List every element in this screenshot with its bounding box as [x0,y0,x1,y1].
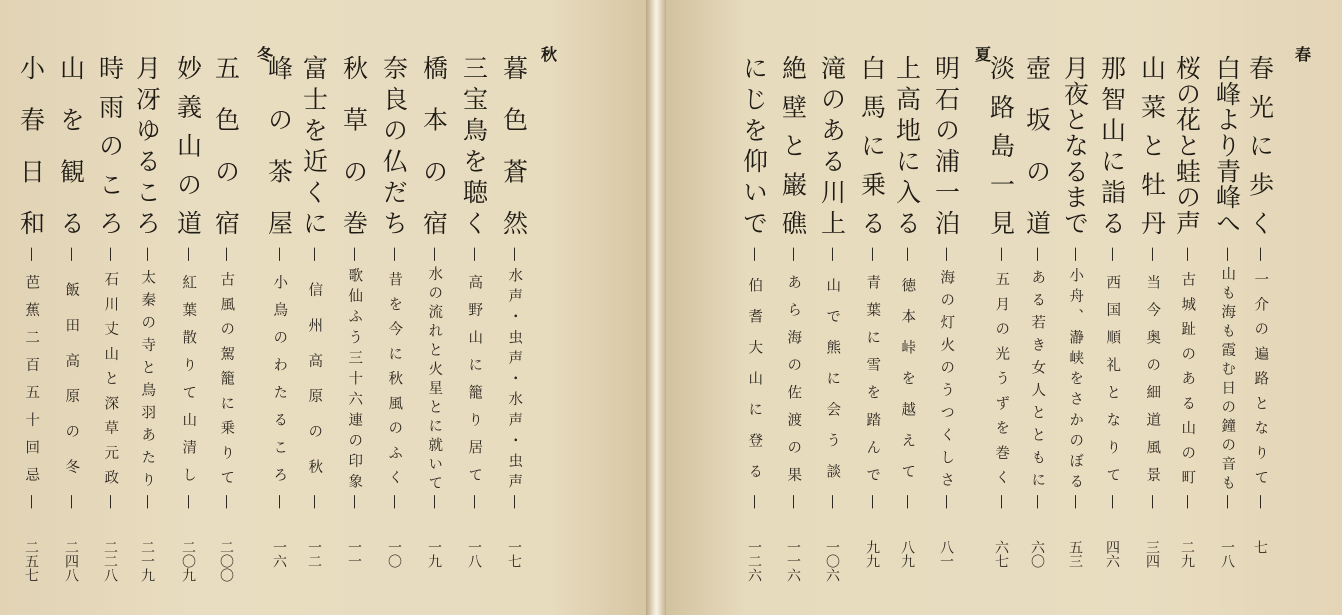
entry-title: 小春日和 [16,55,46,235]
entry-subtitle: —西国順礼となりて— [1104,247,1121,509]
entry-title: 五色の宿 [211,55,241,235]
entry-subtitle: —小舟、瀞峡をさかのぼる— [1067,247,1084,509]
entry-subtitle: —古城趾のある山の町— [1179,247,1196,509]
entry-subtitle: —水の流れと火星とに就いて— [426,247,443,509]
entry-page-number: 九九 [864,540,880,568]
entry-title: 壺坂の道 [1022,55,1052,235]
toc-entry[interactable] [90,0,130,615]
entry-subtitle: —芭蕉二百五十回忌— [23,247,40,509]
entry-page-number: 三四 [1144,540,1160,568]
entry-page-number: 一一 [346,540,362,568]
toc-entry[interactable] [11,0,51,615]
entry-title: 時雨のころ [95,55,125,235]
toc-entry[interactable] [168,0,208,615]
entry-title: にじを仰いで [739,55,769,235]
entry-page-number: 二一九 [139,540,155,582]
book-gutter [646,0,666,615]
entry-title: 三宝鳥を聴く [459,55,489,235]
entry-page-number: 一〇 [386,540,402,568]
entry-subtitle: —青葉に雪を踏んで— [864,247,881,509]
entry-title: 那智山に詣る [1097,55,1127,235]
entry-title: 明石の浦一泊 [931,55,961,235]
entry-subtitle: —小鳥のわたるころ— [271,247,288,509]
entry-page-number: 二〇九 [180,540,196,582]
entry-page-number: 六七 [993,540,1009,568]
entry-subtitle: —石川丈山と深草元政— [102,247,119,509]
entry-title: 滝のある川上 [817,55,847,235]
left-page [0,0,646,615]
entry-title: 秋草の巻 [339,55,369,235]
entry-page-number: 二五七 [23,540,39,582]
entry-subtitle: —歌仙ふう三十六連の印象— [346,247,363,509]
entry-title: 山菜と牡丹 [1137,55,1167,235]
toc-entry[interactable] [1132,0,1172,615]
entry-subtitle: —紅葉散りて山清し— [180,247,197,509]
toc-entry[interactable] [334,0,374,615]
entry-title: 奈良の仏だち [379,55,409,235]
entry-subtitle: —山で熊に会う談— [824,247,841,509]
entry-title: 春光に歩く [1245,55,1275,235]
entry-subtitle: —昔を今に秋風のふく— [386,247,403,509]
toc-entry[interactable] [51,0,91,615]
entry-subtitle: —伯耆大山に登る— [746,247,763,509]
entry-title: 峰の茶屋 [264,55,294,235]
toc-entry[interactable] [454,0,494,615]
toc-entry[interactable] [127,0,167,615]
entry-page-number: 一八 [466,540,482,568]
toc-entry[interactable] [926,0,966,615]
season-heading: 冬 [254,46,274,62]
toc-entry[interactable] [1017,0,1057,615]
toc-entry[interactable] [294,0,334,615]
entry-page-number: 八一 [938,540,954,568]
entry-page-number: 二〇〇 [218,540,234,582]
entry-subtitle: —一介の遍路となりて— [1252,247,1269,509]
entry-page-number: 一一六 [785,540,801,582]
toc-entry[interactable] [887,0,927,615]
toc-entry[interactable] [1167,0,1207,615]
season-heading: 夏 [972,46,992,62]
entry-page-number: 一九 [426,540,442,568]
entry-subtitle: —当今奥の細道風景— [1144,247,1161,509]
entry-title: 橋本の宿 [419,55,449,235]
entry-title: 白馬に乗る [857,55,887,235]
entry-subtitle: —徳本峠を越えて— [899,247,916,509]
entry-page-number: 五三 [1067,540,1083,568]
entry-title: 月夜となるまで [1060,55,1090,235]
entry-title: 桜の花と蛙の声 [1172,55,1202,235]
entry-subtitle: —古風の駕籠に乗りて— [218,247,235,509]
entry-title: 上高地に入る [892,55,922,235]
entry-subtitle: —あら海の佐渡の果— [785,247,802,509]
entry-subtitle: —ある若き女人とともに— [1029,247,1046,509]
entry-title: 白峰より青峰へ [1212,55,1242,235]
entry-subtitle: —海の灯火のうつくしさ— [938,247,955,509]
entry-page-number: 一六 [271,540,287,568]
season-heading-column [1282,0,1322,615]
entry-subtitle: —五月の光うずを巻く— [993,247,1010,509]
toc-entry[interactable] [1092,0,1132,615]
entry-subtitle: —飯田高原の冬— [63,247,80,509]
entry-page-number: 八九 [899,540,915,568]
entry-page-number: 二四八 [63,540,79,582]
entry-subtitle: —水声・虫声・水声・虫声— [506,247,523,509]
season-heading: 春 [1292,46,1312,62]
entry-title: 暮色蒼然 [499,55,529,235]
entry-title: 富士を近くに [299,55,329,235]
entry-title: 山を観る [56,55,86,235]
entry-page-number: 一〇六 [824,540,840,582]
season-heading-column [244,0,287,615]
toc-entry[interactable] [206,0,246,615]
toc-entry[interactable] [734,0,774,615]
toc-entry[interactable] [1055,0,1095,615]
entry-title: 妙義山の道 [173,55,203,235]
entry-page-number: 二二八 [102,540,118,582]
entry-page-number: 七 [1252,540,1268,554]
entry-page-number: 一七 [506,540,522,568]
toc-entry[interactable] [812,0,852,615]
right-page [666,0,1342,615]
entry-page-number: 四六 [1104,540,1120,568]
entry-page-number: 六〇 [1029,540,1045,568]
toc-entry[interactable] [414,0,454,615]
entry-title: 月冴ゆるころ [132,55,162,235]
entry-page-number: 一二六 [746,540,762,582]
season-heading-column [528,0,568,615]
toc-entry[interactable] [1207,0,1247,615]
toc-entry[interactable] [374,0,414,615]
entry-page-number: 二九 [1179,540,1195,568]
toc-entry[interactable] [773,0,813,615]
entry-title: 淡路島一見 [986,55,1016,235]
entry-subtitle: —太秦の寺と鳥羽あたり— [139,247,156,509]
entry-subtitle: —高野山に籠り居て— [466,247,483,509]
entry-subtitle: —信州高原の秋— [306,247,323,509]
toc-entry[interactable] [494,0,534,615]
entry-page-number: 一八 [1219,540,1235,568]
toc-entry[interactable] [852,0,892,615]
entry-page-number: 一二 [306,540,322,568]
season-heading-column [962,0,1002,615]
entry-subtitle: —山も海も霞む日の鐘の音も— [1219,247,1236,509]
entry-title: 絶壁と巌礁 [778,55,808,235]
season-heading: 秋 [538,46,558,62]
